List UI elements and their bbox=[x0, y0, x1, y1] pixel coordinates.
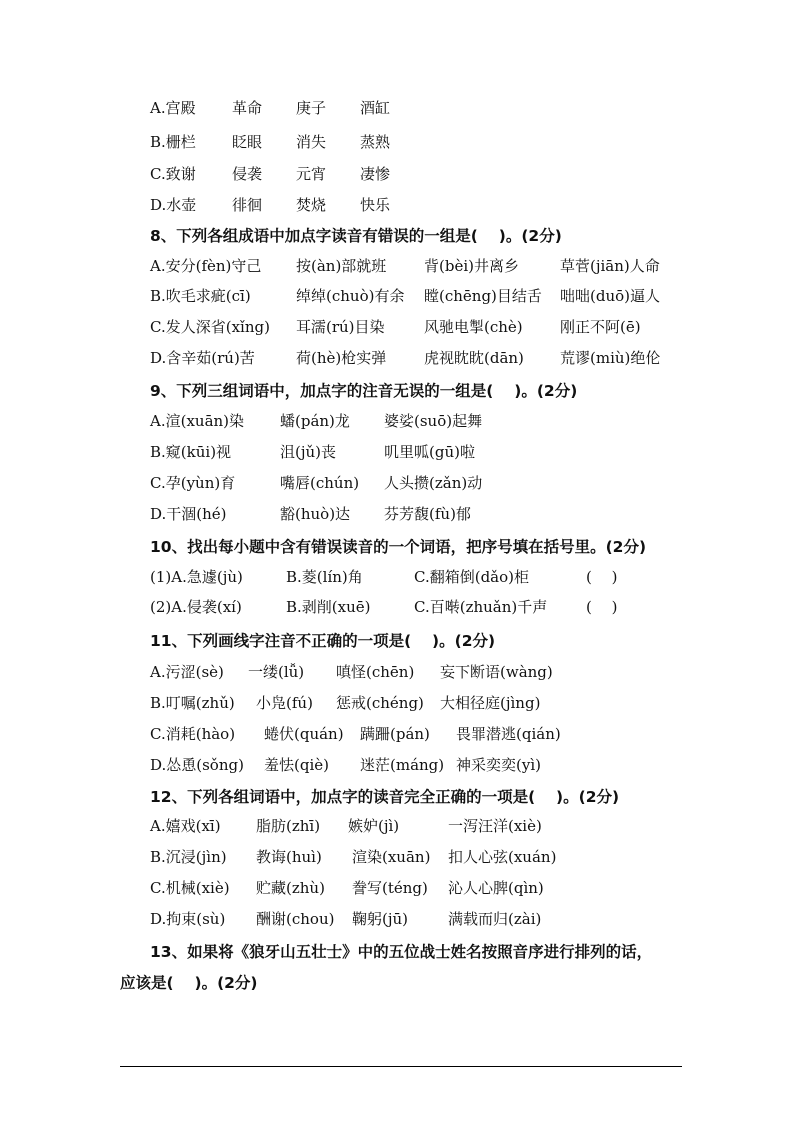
option-item: C.机械(xiè) bbox=[150, 879, 230, 897]
option-word: 焚烧 bbox=[296, 196, 327, 214]
option-item: 荒谬(miù)绝伦 bbox=[560, 349, 661, 367]
option-item: 扣人心弦(xuán) bbox=[448, 848, 557, 866]
option-item: (1)A.急遽(jù) bbox=[150, 568, 243, 586]
option-item: 渲染(xuān) bbox=[352, 848, 431, 866]
option-item: B.窥(kūi)视 bbox=[150, 443, 232, 461]
option-item: 小凫(fú) bbox=[256, 694, 313, 712]
option-item: 背(bèi)井离乡 bbox=[424, 257, 519, 275]
question-8-title: 8、下列各组成语中加点字读音有错误的一组是( )。(2分) bbox=[150, 227, 562, 245]
option-item: 风驰电掣(chè) bbox=[424, 318, 523, 336]
answer-blank: ( ) bbox=[586, 598, 618, 616]
option-word: 侵袭 bbox=[232, 165, 263, 183]
option-word: 消失 bbox=[296, 133, 327, 151]
option-item: 蜷伏(quán) bbox=[264, 725, 344, 743]
option-item: 畏罪潜逃(qián) bbox=[456, 725, 561, 743]
option-item: 酬谢(chou) bbox=[256, 910, 335, 928]
footer-rule bbox=[120, 1066, 682, 1067]
option-item: 耳濡(rú)目染 bbox=[296, 318, 385, 336]
option-item: 妄下断语(wàng) bbox=[440, 663, 553, 681]
option-item: 瞠(chēng)目结舌 bbox=[424, 287, 542, 305]
question-12-title: 12、下列各组词语中，加点字的读音完全正确的一项是( )。(2分) bbox=[150, 788, 620, 806]
option-word: 蒸熟 bbox=[360, 133, 391, 151]
option-word: B.栅栏 bbox=[150, 133, 196, 151]
option-item: 蟠(pán)龙 bbox=[280, 412, 350, 430]
option-item: A.渲(xuān)染 bbox=[150, 412, 245, 430]
option-item: 婆娑(suō)起舞 bbox=[384, 412, 483, 430]
question-11-title: 11、下列画线字注音不正确的一项是( )。(2分) bbox=[150, 632, 496, 650]
option-word: 酒缸 bbox=[360, 99, 391, 117]
option-item: 芬芳馥(fù)郁 bbox=[384, 505, 471, 523]
option-item: C.孕(yùn)育 bbox=[150, 474, 236, 492]
option-item: 神采奕奕(yì) bbox=[456, 756, 541, 774]
option-item: A.污涩(sè) bbox=[150, 663, 224, 681]
option-item: 虎视眈眈(dān) bbox=[424, 349, 524, 367]
option-item: 人头攒(zǎn)动 bbox=[384, 474, 483, 492]
option-item: A.安分(fèn)守己 bbox=[150, 257, 262, 275]
option-item: 叽里呱(gū)啦 bbox=[384, 443, 475, 461]
option-item: C.消耗(hào) bbox=[150, 725, 236, 743]
option-word: C.致谢 bbox=[150, 165, 196, 183]
option-item: 迷茫(máng) bbox=[360, 756, 445, 774]
question-13-title-line2: 应该是( )。(2分) bbox=[120, 974, 258, 992]
option-item: 嫉妒(jì) bbox=[348, 817, 400, 835]
option-item: B.菱(lín)角 bbox=[286, 568, 363, 586]
option-item: 嘴唇(chún) bbox=[280, 474, 360, 492]
question-13-title-line1: 13、如果将《狼牙山五壮士》中的五位战士姓名按照音序进行排列的话， bbox=[150, 943, 653, 961]
option-item: 绰绰(chuò)有余 bbox=[296, 287, 405, 305]
option-item: 嗔怪(chēn) bbox=[336, 663, 415, 681]
option-item: 贮藏(zhù) bbox=[256, 879, 325, 897]
option-item: 草菅(jiān)人命 bbox=[560, 257, 660, 275]
option-item: C.翻箱倒(dǎo)柜 bbox=[414, 568, 529, 586]
option-item: 按(àn)部就班 bbox=[296, 257, 387, 275]
option-word: 眨眼 bbox=[232, 133, 263, 151]
option-item: 豁(huò)达 bbox=[280, 505, 351, 523]
question-9-title: 9、下列三组词语中，加点字的注音无误的一组是( )。(2分) bbox=[150, 382, 578, 400]
option-item: 羞怯(qiè) bbox=[264, 756, 329, 774]
option-word: A.宫殿 bbox=[150, 99, 196, 117]
option-item: B.剥削(xuē) bbox=[286, 598, 371, 616]
option-item: A.嬉戏(xī) bbox=[150, 817, 221, 835]
option-word: 元宵 bbox=[296, 165, 327, 183]
answer-blank: ( ) bbox=[586, 568, 618, 586]
option-word: 庚子 bbox=[296, 99, 327, 117]
option-item: 誊写(téng) bbox=[352, 879, 428, 897]
option-item: D.拘束(sù) bbox=[150, 910, 226, 928]
option-item: C.发人深省(xǐng) bbox=[150, 318, 270, 336]
option-item: 一泻汪洋(xiè) bbox=[448, 817, 542, 835]
option-item: 教诲(huì) bbox=[256, 848, 322, 866]
option-item: 大相径庭(jìng) bbox=[440, 694, 541, 712]
option-item: 一缕(lǚ) bbox=[248, 663, 305, 681]
option-item: 惩戒(chéng) bbox=[336, 694, 424, 712]
option-item: 刚正不阿(ē) bbox=[560, 318, 641, 336]
option-item: D.干涸(hé) bbox=[150, 505, 227, 523]
option-word: 徘徊 bbox=[232, 196, 263, 214]
option-word: 凄惨 bbox=[360, 165, 391, 183]
option-item: D.含辛茹(rú)苦 bbox=[150, 349, 255, 367]
option-item: C.百啭(zhuǎn)千声 bbox=[414, 598, 548, 616]
option-item: 脂肪(zhī) bbox=[256, 817, 321, 835]
option-word: D.水壶 bbox=[150, 196, 197, 214]
option-word: 革命 bbox=[232, 99, 263, 117]
option-item: 蹒跚(pán) bbox=[360, 725, 430, 743]
option-item: 鞠躬(jū) bbox=[352, 910, 409, 928]
option-item: B.叮嘱(zhǔ) bbox=[150, 694, 235, 712]
option-item: B.沉浸(jìn) bbox=[150, 848, 227, 866]
option-item: 沁人心脾(qìn) bbox=[448, 879, 544, 897]
option-item: 荷(hè)枪实弹 bbox=[296, 349, 387, 367]
option-item: 沮(jǔ)丧 bbox=[280, 443, 337, 461]
question-10-title: 10、找出每小题中含有错误读音的一个词语，把序号填在括号里。(2分) bbox=[150, 538, 647, 556]
option-item: 满载而归(zài) bbox=[448, 910, 542, 928]
option-item: 咄咄(duō)逼人 bbox=[560, 287, 660, 305]
option-item: B.吹毛求疵(cī) bbox=[150, 287, 251, 305]
option-item: (2)A.侵袭(xí) bbox=[150, 598, 242, 616]
option-word: 快乐 bbox=[360, 196, 391, 214]
option-item: D.怂恿(sǒng) bbox=[150, 756, 244, 774]
